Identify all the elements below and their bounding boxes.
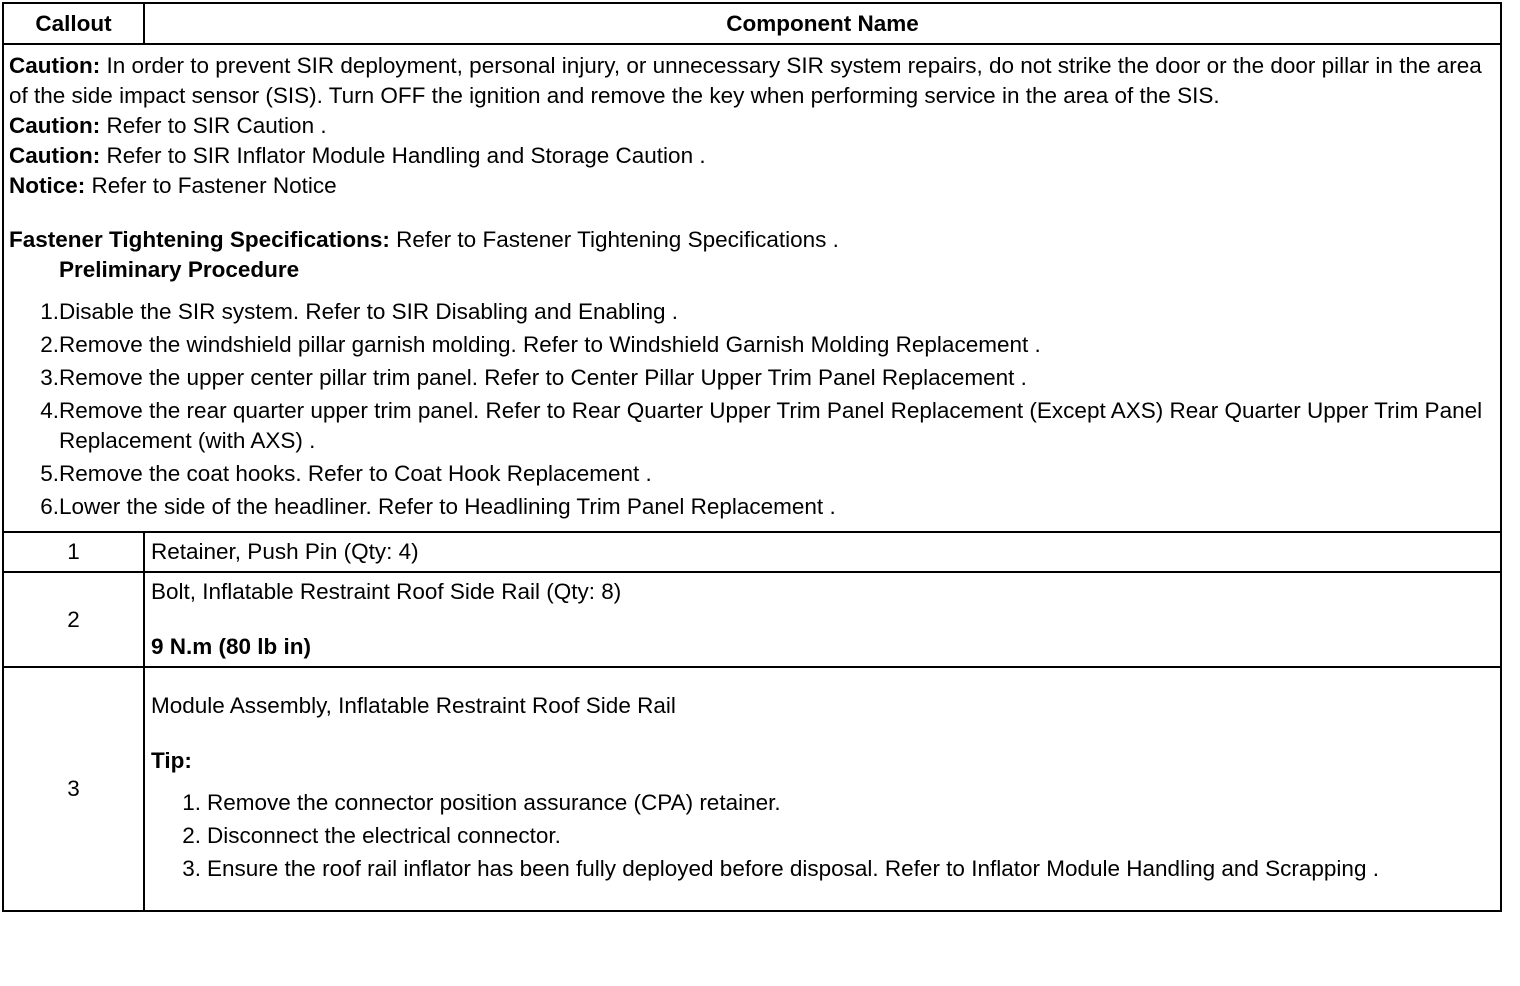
list-item: 3. Ensure the roof rail inflator has been fully deployed before disposal. Refer to Inflator Module Handling and Scrapping . bbox=[182, 856, 1379, 881]
callout-cell: 1 bbox=[3, 532, 144, 572]
list-item: 4. Remove the rear quarter upper trim panel. Refer to Rear Quarter Upper Trim Panel Replacement (Except AXS) Rear Quarter Upper Trim Panel Replacement (with AXS) . bbox=[40, 398, 1483, 453]
list-item: 1. Remove the connector position assurance (CPA) retainer. bbox=[182, 790, 781, 815]
table-row bbox=[3, 532, 1501, 572]
callout-cell: 3 bbox=[3, 667, 144, 911]
component-name: Bolt, Inflatable Restraint Roof Side Rail (Qty: 8) bbox=[151, 579, 622, 604]
callout-cell: 2 bbox=[3, 572, 144, 667]
component-name-header: Component Name bbox=[144, 3, 1501, 44]
notice-label: Notice: bbox=[9, 173, 86, 198]
tip-steps bbox=[151, 788, 1494, 884]
callout-header: Callout bbox=[3, 3, 144, 44]
component-name-cell bbox=[144, 572, 1501, 667]
notice bbox=[9, 171, 1490, 201]
notice-text: Refer to Fastener Notice bbox=[85, 173, 337, 198]
fastener-spec-text: Refer to Fastener Tightening Specifications . bbox=[389, 227, 839, 252]
caution-2 bbox=[9, 111, 1490, 141]
torque-spec: 9 N.m (80 lb in) bbox=[151, 634, 312, 659]
list-item: 2. Disconnect the electrical connector. bbox=[182, 823, 561, 848]
component-table bbox=[2, 2, 1502, 912]
list-item: 6. Lower the side of the headliner. Refer to Headlining Trim Panel Replacement . bbox=[40, 494, 836, 519]
list-item: 2. Remove the windshield pillar garnish molding. Refer to Windshield Garnish Molding Replacement . bbox=[40, 332, 1041, 357]
fastener-spec bbox=[9, 225, 1490, 255]
list-item: 3. Remove the upper center pillar trim panel. Refer to Center Pillar Upper Trim Panel Replacement . bbox=[40, 365, 1027, 390]
caution-1-label: Caution: bbox=[9, 53, 101, 78]
caution-2-label: Caution: bbox=[9, 113, 101, 138]
caution-3 bbox=[9, 141, 1490, 171]
component-name-cell: Retainer, Push Pin (Qty: 4) bbox=[144, 532, 1501, 572]
fastener-spec-label: Fastener Tightening Specifications: bbox=[9, 227, 390, 252]
caution-1 bbox=[9, 51, 1490, 111]
list-item: 5. Remove the coat hooks. Refer to Coat Hook Replacement . bbox=[40, 461, 652, 486]
caution-1-text: In order to prevent SIR deployment, personal injury, or unnecessary SIR system repairs, do not strike the door or the door pillar in the area of the side impact sensor (SIS). Turn OFF the ignition and remove the key when performing service in the area of the SIS. bbox=[9, 53, 1482, 108]
intro-cell bbox=[3, 44, 1501, 532]
tip-label: Tip: bbox=[151, 748, 192, 773]
table-header-row bbox=[3, 3, 1501, 44]
preliminary-procedure-title: Preliminary Procedure bbox=[59, 257, 300, 282]
caution-3-text: Refer to SIR Inflator Module Handling and Storage Caution . bbox=[100, 143, 706, 168]
list-item: 1. Disable the SIR system. Refer to SIR Disabling and Enabling . bbox=[40, 299, 679, 324]
preliminary-steps bbox=[9, 297, 1490, 522]
table-row bbox=[3, 667, 1501, 911]
caution-3-label: Caution: bbox=[9, 143, 101, 168]
intro-row bbox=[3, 44, 1501, 532]
component-name: Module Assembly, Inflatable Restraint Roof Side Rail bbox=[151, 693, 676, 718]
caution-2-text: Refer to SIR Caution . bbox=[100, 113, 327, 138]
component-name-cell bbox=[144, 667, 1501, 911]
table-row bbox=[3, 572, 1501, 667]
